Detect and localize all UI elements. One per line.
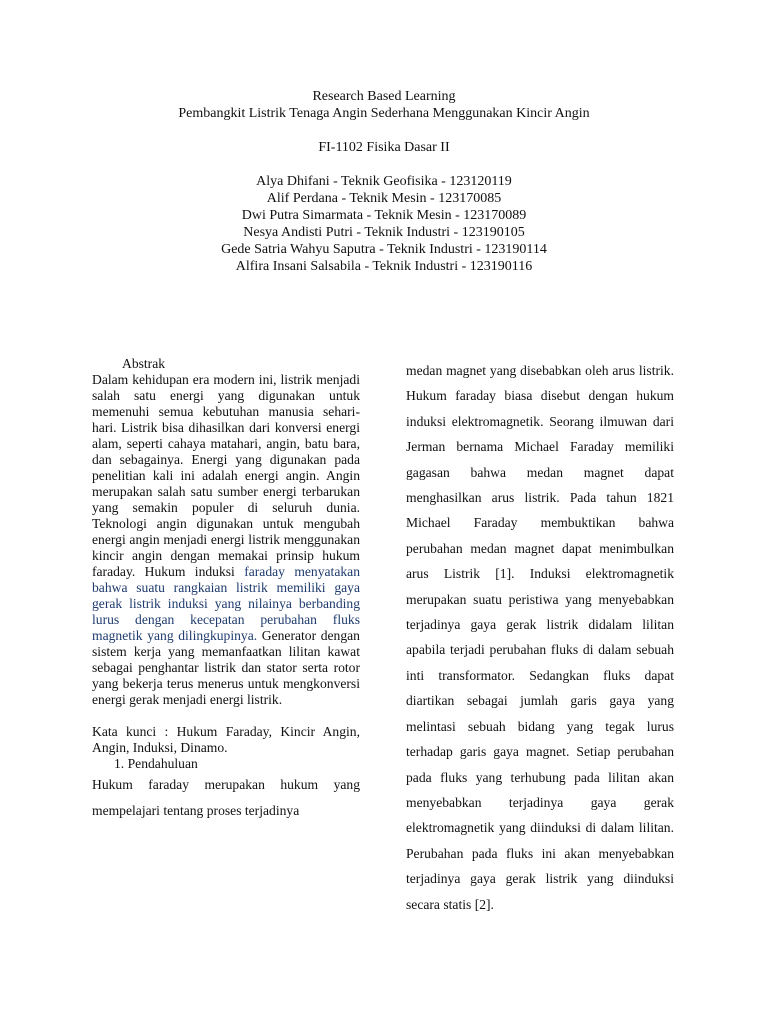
intro-text-right-c: Induksi elektromagnetik merupakan suatu peristiwa yang menyebabkan terjadinya gaya gerak listrik didalam lilitan apabila terjadi perubahan fluks di dalam sebuah inti transformator. Sedangkan fluks dapat diartikan sebagai jumlah garis gaya yang melintasi sebuah bidang yang tegak lurus terhadap garis gaya magnet. Setiap perubahan pada fluks yang terhubung pada lilitan akan menyebabkan terjadinya gaya gerak elektromagnetik yang diinduksi di dalam lilitan. Perubahan pada fluks ini akan menyebabkan terjadinya gaya gerak listrik yang diinduksi secara statis [2]. <box>406 566 674 912</box>
abstract-text-b: faraday menyatakan bahwa suatu rangkaian listrik memiliki gaya gerak listrik induksi yang nilainya berbanding lurus dengan kecepatan perubahan fluks magnetik yang dilingkupinya. <box>92 564 360 643</box>
abstract-text-a: Dalam kehidupan era modern ini, listrik menjadi salah satu energi yang digunakan untuk memenuhi semua kebutuhan manusia sehari-hari. Listrik bisa dihasilkan dari konversi energi alam, seperti cahaya matahari, angin, batu bara, dan sebagainya. Energi yang digunakan pada penelitian kali ini adalah energi angin. Angin merupakan salah satu sumber energi terbarukan yang semakin populer di seluruh dunia. Teknologi angin digunakan untuk mengubah energi angin menjadi energi listrik menggunakan kincir angin dengan memakai prinsip hukum faraday. Hukum induksi <box>92 372 360 579</box>
intro-text-left: Hukum faraday merupakan hukum yang mempelajari tentang proses terjadinya <box>92 777 360 818</box>
author-4: Nesya Andisti Putri - Teknik Industri - 123190105 <box>243 225 525 240</box>
author-3: Dwi Putra Simarmata - Teknik Mesin - 123170089 <box>241 208 527 223</box>
right-column <box>406 358 674 917</box>
abstract-text-c: Generator dengan sistem kerja yang memanfaatkan lilitan kawat sebagai penghantar listrik dan stator serta rotor yang bekerja terus menerus untuk mengkonversi energi gerak menjadi energi listrik. <box>92 628 360 707</box>
paper-header <box>0 88 768 275</box>
abstract-title: Abstrak <box>122 356 166 371</box>
intro-text-right-a: medan magnet yang disebabkan oleh arus listrik. Hukum faraday biasa disebut dengan hukum induksi elektromagnetik. <box>406 363 674 429</box>
author-2: Alif Perdana - Teknik Mesin - 123170085 <box>266 191 502 206</box>
header-line-1: Research Based Learning <box>312 89 456 104</box>
section-heading-intro: 1. Pendahuluan <box>114 756 198 771</box>
intro-text-right <box>406 358 674 917</box>
paper-title: Pembangkit Listrik Tenaga Angin Sederhana Menggunakan Kincir Angin <box>178 106 590 121</box>
abstract-body <box>92 372 360 708</box>
course-code: FI-1102 Fisika Dasar II <box>318 140 450 155</box>
left-column <box>92 356 360 824</box>
author-6: Alfira Insani Salsabila - Teknik Industri - 123190116 <box>235 259 533 274</box>
author-1: Alya Dhifani - Teknik Geofisika - 123120119 <box>256 174 512 189</box>
author-5: Gede Satria Wahyu Saputra - Teknik Industri - 123190114 <box>221 242 547 257</box>
keywords: Kata kunci : Hukum Faraday, Kincir Angin, Angin, Induksi, Dinamo. <box>92 724 360 755</box>
intro-text-right-b: Seorang ilmuwan dari Jerman bernama Michael Faraday memiliki gagasan bahwa medan magnet dapat menghasilkan arus listrik. Pada tahun 1821 Michael Faraday membuktikan bahwa perubahan medan magnet dapat menimbulkan arus Listrik [1]. <box>406 413 674 582</box>
